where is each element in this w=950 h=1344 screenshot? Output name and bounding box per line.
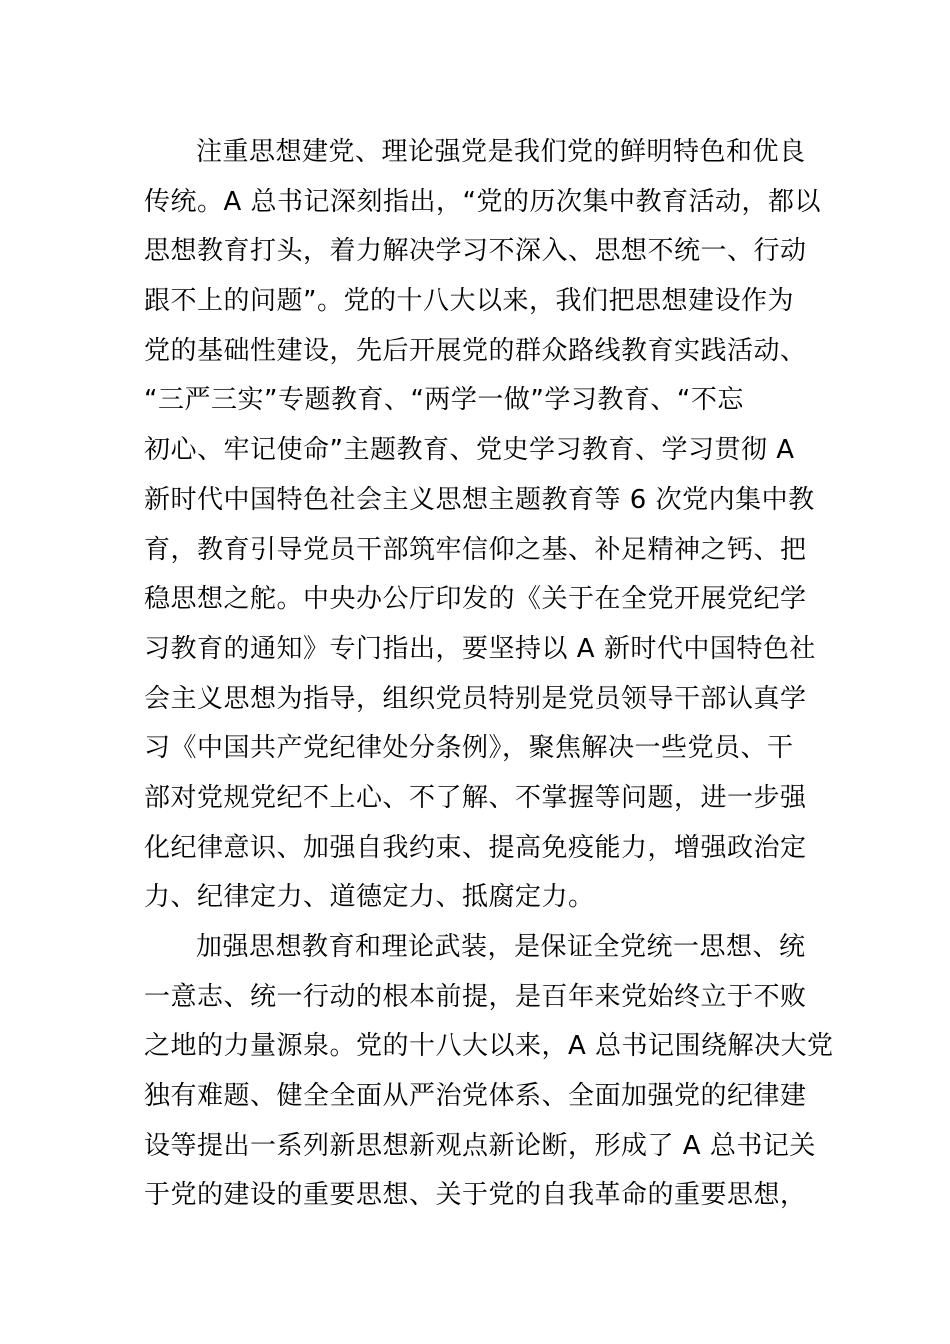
paragraph-line: “三严三实”专题教育、“两学一做”学习教育、“不忘	[144, 385, 744, 416]
paragraph-line: 独有难题、健全全面从严治党体系、全面加强党的纪律建	[144, 1081, 807, 1112]
paragraph-line: 加强思想教育和理论武装，是保证全党统一思想、统	[196, 932, 806, 962]
paragraph-line: 跟不上的问题”。党的十八大以来，我们把思想建设作为	[144, 286, 794, 317]
paragraph-line: 习《中国共产党纪律处分条例》，聚焦解决一些党员、干	[144, 733, 794, 764]
paragraph-line: 党的基础性建设，先后开展党的群众路线教育实践活动、	[144, 335, 807, 366]
paragraph-line: 部对党规党纪不上心、不了解、不掌握等问题，进一步强	[144, 782, 807, 813]
paragraph-line: 注重思想建党、理论强党是我们党的鲜明特色和优良	[196, 137, 806, 167]
document-body	[144, 128, 834, 1221]
paragraph-line: 育，教育引导党员干部筑牢信仰之基、补足精神之钙、把	[144, 534, 807, 565]
paragraph-line: 稳思想之舵。中央办公厅印发的《关于在全党开展党纪学	[144, 584, 807, 615]
paragraph-line: 于党的建设的重要思想、关于党的自我革命的重要思想，	[144, 1180, 807, 1211]
paragraph-line: 设等提出一系列新思想新观点新论断，形成了 A 总书记关	[144, 1130, 816, 1161]
paragraph-line: 会主义思想为指导，组织党员特别是党员领导干部认真学	[144, 683, 807, 714]
paragraph-line: 化纪律意识、加强自我约束、提高免疫能力，增强政治定	[144, 832, 807, 863]
paragraph	[144, 128, 822, 923]
paragraph-line: 之地的力量源泉。党的十八大以来，A 总书记围绕解决大党	[144, 1031, 834, 1062]
paragraph-line: 初心、牢记使命”主题教育、党史学习教育、学习贯彻 A	[144, 435, 795, 466]
paragraph-line: 一意志、统一行动的根本前提，是百年来党始终立于不败	[144, 981, 807, 1012]
paragraph	[144, 923, 834, 1221]
paragraph-line: 力、纪律定力、道德定力、抵腐定力。	[144, 882, 595, 913]
paragraph-line: 传统。A 总书记深刻指出，“党的历次集中教育活动，都以	[144, 186, 822, 217]
paragraph-line: 新时代中国特色社会主义思想主题教育等 6 次党内集中教	[144, 484, 815, 515]
paragraph-line: 思想教育打头，着力解决学习不深入、思想不统一、行动	[144, 236, 807, 267]
paragraph-line: 习教育的通知》专门指出，要坚持以 A 新时代中国特色社	[144, 633, 816, 664]
